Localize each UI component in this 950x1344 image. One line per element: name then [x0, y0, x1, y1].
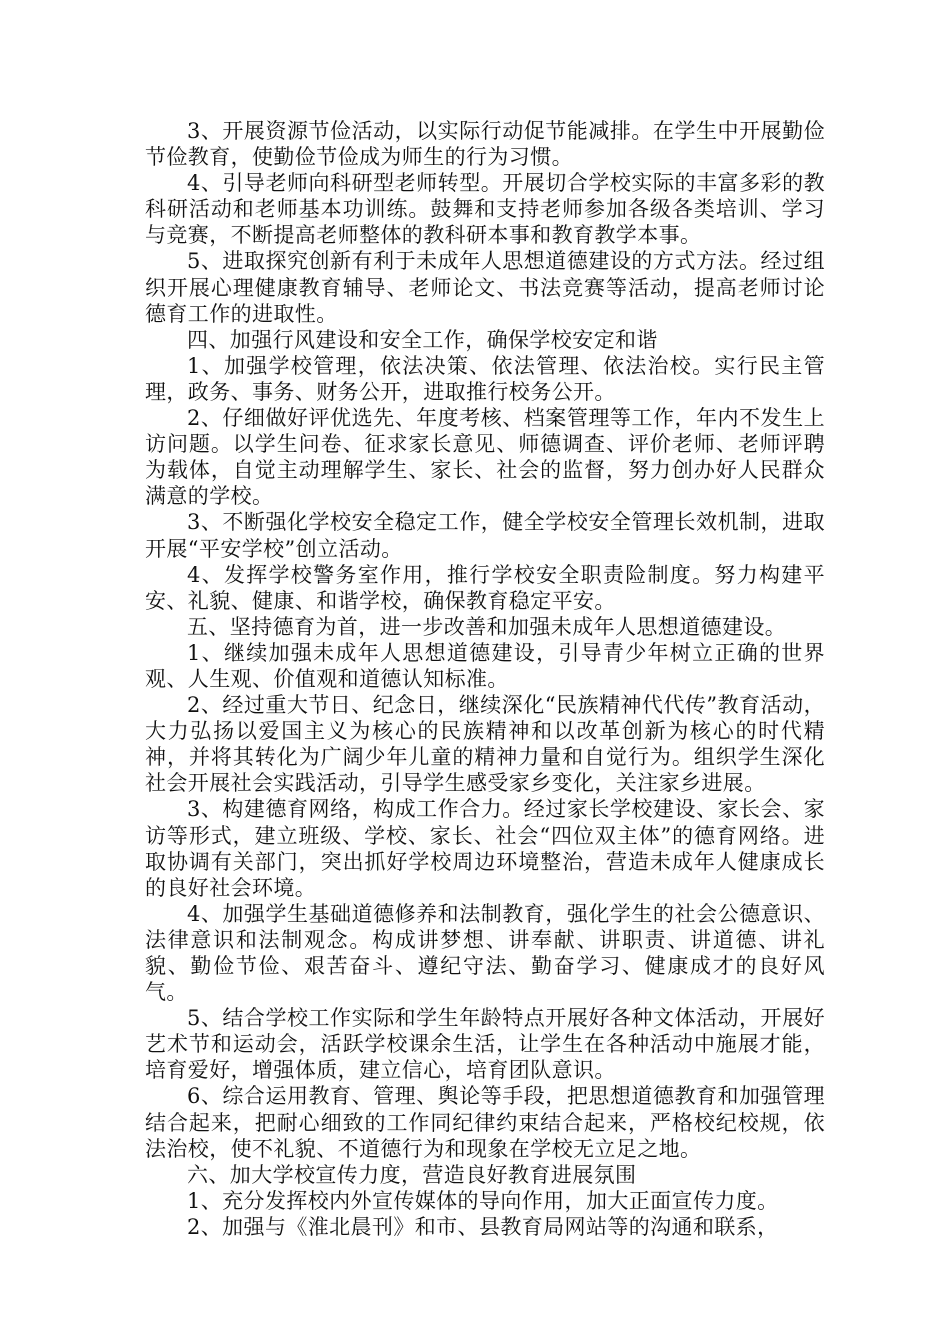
- paragraph: 2、经过重大节日、纪念日，继续深化“民族精神代代传”教育活动，大力弘扬以爱国主义为核心的民族精神和以改革创新为核心的时代精神，并将其转化为广阔少年儿童的精神力量和自觉行为。组织学生深化社会开展社会实践活动，引导学生感受家乡变化，关注家乡进展。: [145, 693, 825, 796]
- section-heading: 四、加强行风建设和安全工作，确保学校安定和谐: [187, 327, 658, 352]
- paragraph: 3、构建德育网络，构成工作合力。经过家长学校建设、家长会、家访等形式，建立班级、学校、家长、社会“四位双主体”的德育网络。进取协调有关部门，突出抓好学校周边环境整治，营造未成年人健康成长的良好社会环境。: [145, 797, 825, 900]
- paragraph: 2、加强与《淮北晨刊》和市、县教育局网站等的沟通和联系，: [187, 1214, 779, 1239]
- paragraph: 1、加强学校管理，依法决策、依法管理、依法治校。实行民主管理，政务、事务、财务公开，进取推行校务公开。: [145, 353, 825, 404]
- paragraph: 3、不断强化学校安全稳定工作，健全学校安全管理长效机制，进取开展“平安学校”创立活动。: [145, 510, 825, 561]
- paragraph: 4、加强学生基础道德修养和法制教育，强化学生的社会公德意识、法律意识和法制观念。构成讲梦想、讲奉献、讲职责、讲道德、讲礼貌、勤俭节俭、艰苦奋斗、遵纪守法、勤奋学习、健康成才的良好风气。: [145, 901, 825, 1005]
- document-body: [145, 118, 825, 1240]
- paragraph: 4、引导老师向科研型老师转型。开展切合学校实际的丰富多彩的教科研活动和老师基本功训练。鼓舞和支持老师参加各级各类培训、学习与竞赛，不断提高老师整体的教科研本事和教育教学本事。: [145, 171, 825, 248]
- paragraph: 4、发挥学校警务室作用，推行学校安全职责险制度。努力构建平安、礼貌、健康、和谐学校，确保教育稳定平安。: [145, 562, 825, 613]
- paragraph: 5、进取探究创新有利于未成年人思想道德建设的方式方法。经过组织开展心理健康教育辅导、老师论文、书法竞赛等活动，提高老师讨论德育工作的进取性。: [145, 249, 825, 326]
- paragraph: 5、结合学校工作实际和学生年龄特点开展好各种文体活动，开展好艺术节和运动会，活跃学校课余生活，让学生在各种活动中施展才能，培育爱好，增强体质，建立信心，培育团队意识。: [145, 1006, 825, 1083]
- paragraph: 1、继续加强未成年人思想道德建设，引导青少年树立正确的世界观、人生观、价值观和道德认知标准。: [145, 640, 825, 691]
- paragraph: 6、综合运用教育、管理、舆论等手段，把思想道德教育和加强管理结合起来，把耐心细致的工作同纪律约束结合起来，严格校纪校规，依法治校，使不礼貌、不道德行为和现象在学校无立足之地。: [145, 1084, 825, 1161]
- paragraph: 2、仔细做好评优选先、年度考核、档案管理等工作，年内不发生上访问题。以学生问卷、征求家长意见、师德调查、评价老师、老师评聘为载体，自觉主动理解学生、家长、社会的监督，努力创办好人民群众满意的学校。: [145, 406, 825, 509]
- paragraph: 3、开展资源节俭活动，以实际行动促节能减排。在学生中开展勤俭节俭教育，使勤俭节俭成为师生的行为习惯。: [145, 119, 825, 170]
- section-heading: 六、加大学校宣传力度，营造良好教育进展氛围: [187, 1162, 637, 1187]
- paragraph: 1、充分发挥校内外宣传媒体的导向作用，加大正面宣传力度。: [187, 1188, 779, 1213]
- section-heading: 五、坚持德育为首，进一步改善和加强未成年人思想道德建设。: [187, 614, 787, 639]
